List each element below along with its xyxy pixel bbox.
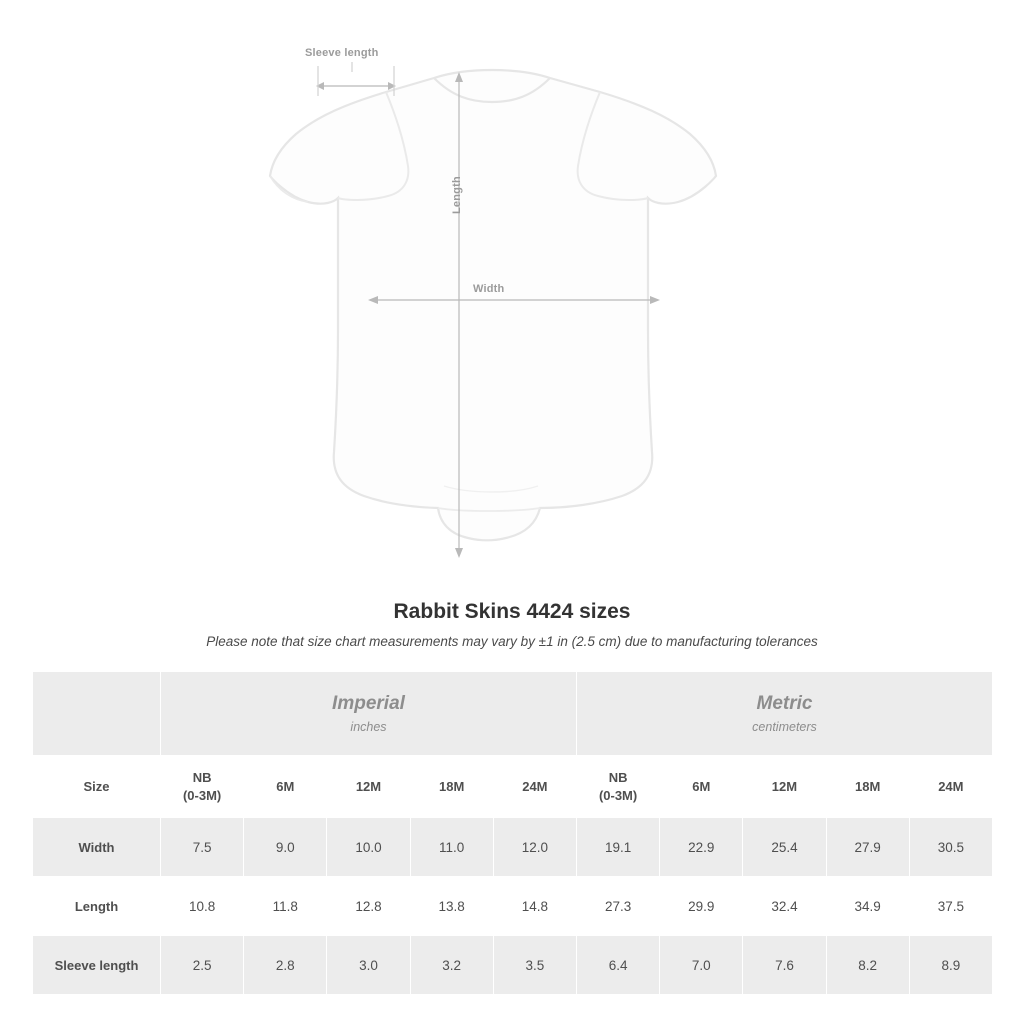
- size-header-cell-9: [909, 756, 992, 818]
- unit-imperial-cell: [161, 672, 577, 756]
- size-main-3: 18M: [439, 778, 465, 794]
- cell-width-5: 19.1: [576, 818, 659, 877]
- page-title: Rabbit Skins 4424 sizes: [393, 600, 631, 623]
- title-block: [0, 600, 1024, 649]
- table-row: [33, 818, 993, 877]
- cell-length-3: 13.8: [410, 877, 493, 936]
- size-header-cell-4: [493, 756, 576, 818]
- cell-length-7: 32.4: [743, 877, 826, 936]
- size-main-9: 24M: [938, 778, 964, 794]
- cell-length-8: 34.9: [826, 877, 909, 936]
- cell-width-0: 7.5: [161, 818, 244, 877]
- cell-length-4: 14.8: [493, 877, 576, 936]
- size-main-5: NB: [608, 769, 628, 785]
- row-label-sleeve-length: Sleeve length: [33, 936, 161, 995]
- size-header-cell-0: [161, 756, 244, 818]
- cell-sleeve-8: 8.2: [826, 936, 909, 995]
- cell-sleeve-4: 3.5: [493, 936, 576, 995]
- cell-length-0: 10.8: [161, 877, 244, 936]
- cell-length-5: 27.3: [576, 877, 659, 936]
- size-header-cell-3: [410, 756, 493, 818]
- size-header-cell-5: [576, 756, 659, 818]
- size-main-8: 18M: [854, 778, 881, 794]
- cell-sleeve-2: 3.0: [327, 936, 410, 995]
- cell-width-1: 9.0: [244, 818, 327, 877]
- row-label-length: Length: [33, 877, 161, 936]
- unit-corner-cell: [33, 672, 161, 756]
- size-sub-0: (0-3M): [182, 787, 222, 803]
- sleeve-length-label: Sleeve length: [305, 47, 379, 59]
- size-sub-5: (0-3M): [598, 787, 638, 803]
- row-label-width: Width: [33, 818, 161, 877]
- size-header-cell-7: [743, 756, 826, 818]
- width-label: Width: [473, 283, 505, 295]
- cell-width-8: 27.9: [826, 818, 909, 877]
- size-header-cell-2: [327, 756, 410, 818]
- size-header-cell-1: [244, 756, 327, 818]
- cell-length-2: 12.8: [327, 877, 410, 936]
- size-header-row: [33, 756, 993, 818]
- cell-sleeve-7: 7.6: [743, 936, 826, 995]
- cell-width-3: 11.0: [410, 818, 493, 877]
- cell-width-6: 22.9: [660, 818, 743, 877]
- size-main-4: 24M: [522, 778, 548, 794]
- size-table-wrap: [32, 671, 992, 995]
- unit-imperial-sub: inches: [350, 719, 387, 734]
- cell-sleeve-0: 2.5: [161, 936, 244, 995]
- size-header-cell-8: [826, 756, 909, 818]
- cell-sleeve-5: 6.4: [576, 936, 659, 995]
- unit-header-row: [33, 672, 993, 756]
- cell-length-9: 37.5: [909, 877, 992, 936]
- table-row: [33, 936, 993, 995]
- size-main-6: 6M: [692, 778, 711, 794]
- size-main-1: 6M: [276, 778, 295, 794]
- size-main-2: 12M: [355, 778, 382, 794]
- size-table: [32, 671, 993, 995]
- size-header-label: Size: [33, 756, 161, 818]
- cell-length-6: 29.9: [660, 877, 743, 936]
- size-main-7: 12M: [771, 778, 798, 794]
- cell-sleeve-1: 2.8: [244, 936, 327, 995]
- size-main-0: NB: [192, 769, 212, 785]
- cell-sleeve-3: 3.2: [410, 936, 493, 995]
- cell-sleeve-9: 8.9: [909, 936, 992, 995]
- cell-width-7: 25.4: [743, 818, 826, 877]
- table-row: [33, 877, 993, 936]
- size-header-cell-6: [660, 756, 743, 818]
- tolerance-note: Please note that size chart measurements may vary by ±1 in (2.5 cm) due to manufacturing tolerances: [206, 634, 818, 649]
- length-label: Length: [451, 176, 463, 214]
- bodysuit-shape: [270, 70, 716, 540]
- cell-width-2: 10.0: [327, 818, 410, 877]
- cell-width-9: 30.5: [909, 818, 992, 877]
- cell-sleeve-6: 7.0: [660, 936, 743, 995]
- cell-width-4: 12.0: [493, 818, 576, 877]
- unit-imperial-name: Imperial: [332, 693, 405, 715]
- unit-metric-cell: [576, 672, 992, 756]
- cell-length-1: 11.8: [244, 877, 327, 936]
- unit-metric-sub: centimeters: [752, 719, 817, 734]
- unit-metric-name: Metric: [756, 693, 813, 715]
